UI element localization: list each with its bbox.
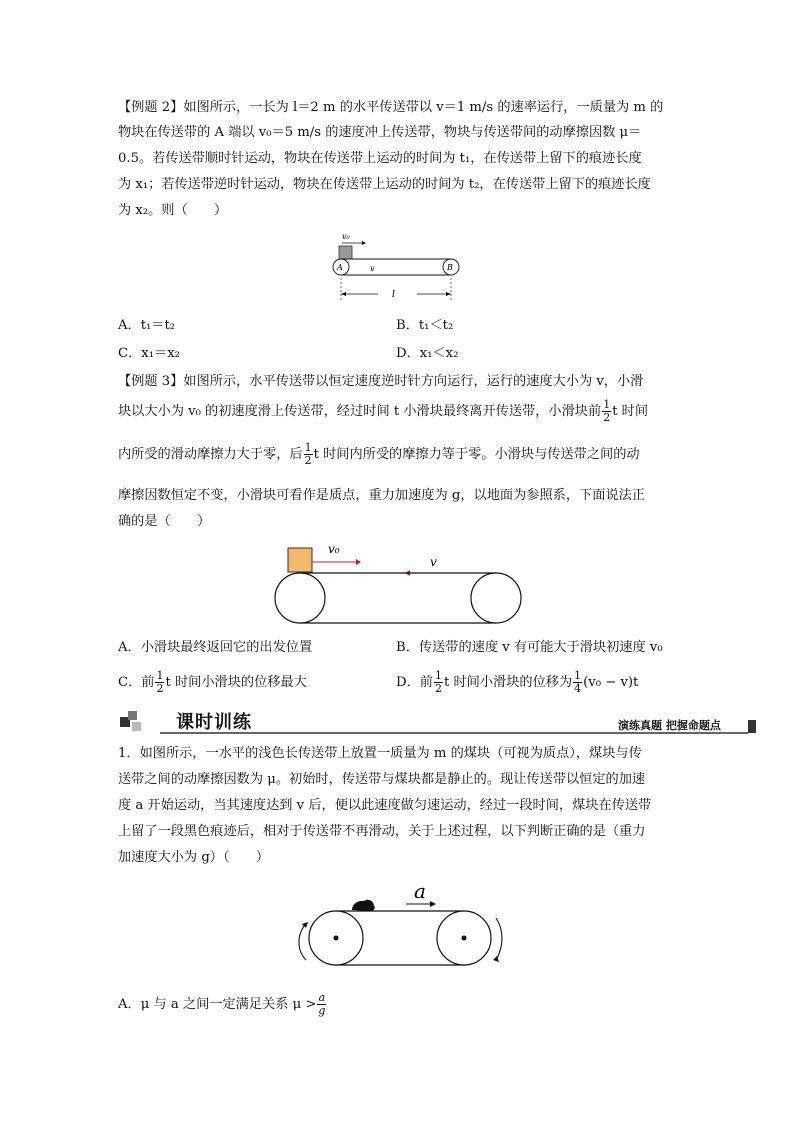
ex3-option-d-prefix: D．前 — [396, 675, 433, 690]
ex2-option-c[interactable]: C．x₁＝x₂ — [118, 346, 180, 361]
ex2-line-3: 0.5。若传送带顺时针运动，物块在传送带上运动的时间为 t₁，在传送带上留下的痕迹长度 — [118, 151, 642, 166]
ex3-line-3-text-b: t 时间内所受的摩擦力等于零。小滑块与传送带之间的动 — [313, 447, 640, 462]
ex3-conveyor-figure — [272, 538, 532, 628]
ex3-line-3 — [118, 442, 640, 467]
ex3-line-4: 摩擦因数恒定不变，小滑块可看作是质点，重力加速度为 g，以地面为参照系，下面说法正 — [118, 488, 645, 503]
ex3-option-c-text: t 时间小滑块的位移最大 — [165, 675, 307, 690]
q1-fig-axle-left — [334, 936, 339, 941]
ex3-option-d-fraction-half — [434, 670, 443, 695]
ex3-option-d-fraction-quarter — [573, 670, 582, 695]
ex2-option-d[interactable]: D．x₁＜x₂ — [396, 346, 459, 361]
ex2-option-a[interactable]: A．t₁＝t₂ — [118, 318, 176, 333]
ex3-fig-v-label: v — [430, 555, 437, 569]
ex3-half-fraction-1 — [602, 399, 611, 424]
ex3-option-c-prefix: C．前 — [118, 675, 155, 690]
ex3-option-d[interactable] — [396, 670, 638, 695]
ex3-fig-v0-label: v₀ — [328, 542, 340, 556]
ex2-conveyor-figure — [320, 228, 470, 304]
ex2-fig-v0-arrowhead — [362, 241, 366, 245]
ex2-option-b[interactable]: B．t₁＜t₂ — [396, 318, 454, 333]
ex2-fig-l-label: l — [392, 290, 395, 300]
ex2-fig-v-label: v — [370, 264, 375, 273]
fraction-denominator: g — [318, 1004, 326, 1017]
fraction-denominator: 4 — [574, 682, 582, 695]
q1-fig-a-label: a — [414, 879, 426, 903]
q1-option-a-fraction — [317, 992, 326, 1017]
q1-fig-rotation-arrow-left — [299, 926, 306, 960]
ex3-fig-v0-arrowhead — [356, 559, 361, 565]
q1-fig-a-arrowhead — [430, 901, 436, 907]
ex3-fig-block — [288, 548, 312, 572]
fraction-denominator: 2 — [434, 682, 442, 695]
ex3-option-d-expression: (v₀ − v)t — [583, 675, 639, 690]
ex2-line-1: 【例题 2】如图所示，一长为 l＝2 m 的水平传送带以 v＝1 m/s 的速率运行，一质量为 m 的 — [118, 100, 664, 115]
q1-conveyor-figure — [290, 876, 520, 976]
ex3-line-2 — [118, 399, 648, 424]
ex3-option-c[interactable] — [118, 670, 307, 695]
ex3-line-5: 确的是（ ） — [118, 514, 211, 529]
q1-line-1: 1．如图所示，一水平的浅色长传送带上放置一质量为 m 的煤块（可视为质点），煤块与传 — [118, 746, 642, 761]
q1-fig-coal-lump — [352, 900, 375, 911]
section-title: 课时训练 — [176, 712, 252, 733]
q1-option-a[interactable] — [118, 992, 327, 1017]
ex2-line-2: 物块在传送带的 A 端以 v₀＝5 m/s 的速度冲上传送带，物块与传送带间的动摩擦因数 μ＝ — [118, 125, 642, 140]
ex3-option-b[interactable]: B．传送带的速度 v 有可能大于滑块初速度 v₀ — [396, 640, 663, 655]
ex2-fig-dim-arrow-right — [446, 292, 451, 296]
q1-line-4: 上留了一段黑色痕迹后，相对于传送带不再滑动，关于上述过程，以下判断正确的是（重力 — [118, 824, 646, 839]
ex3-line-3-text-a: 内所受的滑动摩擦力大于零，后 — [118, 447, 303, 462]
ex3-line-2-text-a: 块以大小为 v₀ 的初速度滑上传送带，经过时间 t 小滑块最终离开传送带，小滑块前 — [118, 404, 602, 419]
fraction-numerator: 1 — [304, 441, 312, 454]
q1-fig-rotation-arrow-right — [496, 918, 502, 960]
ex3-option-d-text: t 时间小滑块的位移为 — [443, 675, 573, 690]
ex2-line-4: 为 x₁；若传送带逆时针运动，物块在传送带上运动的时间为 t₂，在传送带上留下的痕迹长度 — [118, 177, 651, 192]
section-icon-square-mid — [128, 711, 137, 720]
fraction-denominator: 2 — [603, 411, 611, 424]
fraction-numerator: 1 — [603, 398, 611, 411]
q1-fig-axle-right — [462, 936, 467, 941]
ex2-fig-a-label: A — [337, 263, 343, 272]
q1-line-2: 送带之间的动摩擦因数为 μ。初始时，传送带与煤块都是静止的。现让传送带以恒定的加速 — [118, 772, 646, 787]
ex3-half-fraction-2 — [304, 442, 313, 467]
ex3-fig-pulley-left — [275, 573, 325, 623]
ex3-line-2-text-b: t 时间 — [612, 404, 649, 419]
fraction-numerator: a — [318, 991, 326, 1004]
ex2-fig-block — [339, 246, 352, 259]
ex2-fig-dim-arrow-left — [341, 292, 346, 296]
ex2-line-5: 为 x₂。则（ ） — [118, 203, 228, 218]
q1-line-5: 加速度大小为 g）（ ） — [118, 850, 270, 865]
ex2-fig-v0-label: v₀ — [342, 232, 350, 241]
ex2-fig-b-label: B — [447, 263, 453, 272]
section-subtitle: 演练真题 把握命题点 — [618, 719, 721, 732]
ex3-line-1: 【例题 3】如图所示，水平传送带以恒定速度逆时针方向运行，运行的速度大小为 v，小滑 — [118, 374, 644, 389]
ex3-option-c-fraction — [155, 670, 164, 695]
section-end-block — [748, 720, 756, 733]
fraction-numerator: 1 — [434, 669, 442, 682]
ex3-fig-pulley-right — [471, 573, 521, 623]
q1-option-a-text: A．μ 与 a 之间一定满足关系 μ > — [118, 997, 317, 1012]
fraction-numerator: 1 — [156, 669, 164, 682]
ex3-option-a[interactable]: A．小滑块最终返回它的出发位置 — [118, 640, 313, 655]
fraction-numerator: 1 — [574, 669, 582, 682]
fraction-denominator: 2 — [156, 682, 164, 695]
section-icon-square-light — [132, 722, 141, 731]
q1-line-3: 度 a 开始运动，当其速度达到 v 后，便以此速度做匀速运动，经过一段时间，煤块在传送带 — [118, 798, 652, 813]
fraction-denominator: 2 — [304, 454, 312, 467]
